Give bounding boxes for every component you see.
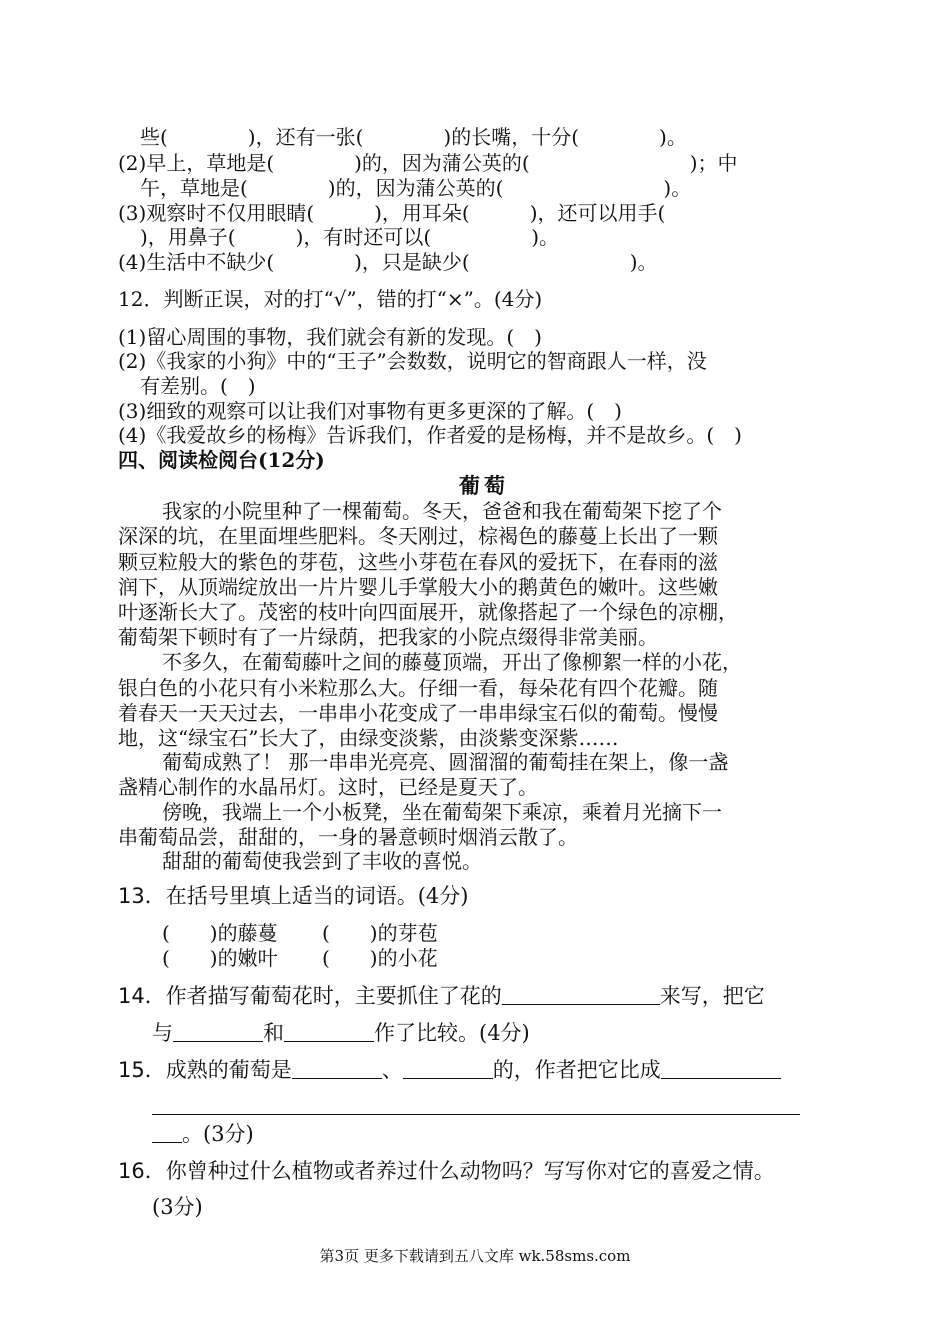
q15-text-3: 的，作者把它比成	[492, 1058, 661, 1082]
q12-item-2: (2)《我家的小狗》中的“王子”会数数，说明它的智商跟人一样，没	[118, 349, 707, 373]
q15-blank-1[interactable]	[292, 1078, 382, 1079]
q13-number: 13	[118, 884, 145, 908]
q14-number: 14	[118, 984, 145, 1008]
q13-blank-2: ( )的芽苞	[322, 921, 438, 945]
q15-line-3	[152, 1120, 254, 1148]
passage-p1-line-1: 我家的小院里种了一棵葡萄。冬天，爸爸和我在葡萄架下挖了个	[162, 499, 722, 523]
passage-p2-line-3: 着春天一天天过去，一串串小花变成了一串串绿宝石似的葡萄。慢慢	[118, 701, 718, 725]
q11-line-2: (2)早上，草地是( )的，因为蒲公英的( )；中	[118, 151, 738, 175]
q12-item-2-cont: 有差别。( )	[140, 374, 256, 398]
q15-blank-2[interactable]	[403, 1078, 493, 1079]
section-heading: 四、阅读检阅台(12分)	[118, 448, 325, 472]
q12-item-1: (1)留心周围的事物，我们就会有新的发现。( )	[118, 325, 542, 349]
q16-line-2: (3分)	[152, 1195, 203, 1219]
q15-text-1: ．成熟的葡萄是	[144, 1058, 292, 1082]
q14-text-3: 与	[152, 1021, 173, 1045]
q13-title	[118, 882, 468, 910]
q12-item-4: (4)《我爱故乡的杨梅》告诉我们，作者爱的是杨梅，并不是故乡。( )	[118, 423, 742, 447]
passage-p2-line-1: 不多久，在葡萄藤叶之间的藤蔓顶端，开出了像柳絮一样的小花，	[162, 650, 742, 674]
q13-blank-4: ( )的小花	[322, 946, 438, 970]
passage-p2-line-2: 银白色的小花只有小米粒那么大。仔细一看，每朵花有四个花瓣。随	[118, 676, 718, 700]
passage-p4-line-1: 傍晚，我端上一个小板凳，坐在葡萄架下乘凉，乘着月光摘下一	[162, 800, 722, 824]
passage-p1-line-5: 叶逐渐长大了。茂密的枝叶向四面展开，就像搭起了一个绿色的凉棚，	[118, 600, 738, 624]
q11-line-3: 午，草地是( )的，因为蒲公英的( )。	[140, 176, 692, 200]
q15-blank-3[interactable]	[661, 1078, 781, 1079]
q15-answer-line[interactable]	[152, 1114, 800, 1115]
q14-line-2	[152, 1019, 530, 1047]
q14-text-1: ．作者描写葡萄花时，主要抓住了花的	[144, 984, 502, 1008]
q14-blank-compare-1[interactable]	[173, 1041, 263, 1042]
q11-line-4: (3)观察时不仅用眼睛( )，用耳朵( )，还可以用手(	[118, 201, 666, 225]
q15-number: 15	[118, 1058, 145, 1082]
passage-p5: 甜甜的葡萄使我尝到了丰收的喜悦。	[162, 849, 482, 873]
passage-p1-line-4: 润下，从顶端绽放出一片片婴儿手掌般大小的鹅黄色的嫩叶。这些嫩	[118, 575, 718, 599]
passage-p4-line-2: 串葡萄品尝，甜甜的，一身的暑意顿时烟消云散了。	[118, 825, 578, 849]
q11-line-5: )，用鼻子( )，有时还可以( )。	[140, 225, 560, 249]
q14-text-4: 和	[263, 1021, 284, 1045]
q12-title: 12．判断正误，对的打“√”，错的打“×”。(4分)	[118, 287, 543, 311]
page-footer: 第3页 更多下载请到五八文库 wk.58sms.com	[319, 1247, 631, 1265]
q15-text-4: 。(3分)	[182, 1122, 254, 1146]
q13-blank-3: ( )的嫩叶	[162, 946, 278, 970]
passage-p1-line-2: 深深的坑，在里面埋些肥料。冬天刚过，棕褐色的藤蔓上长出了一颗	[118, 524, 718, 548]
q13-blank-1: ( )的藤蔓	[162, 921, 278, 945]
q16-text: ．你曾种过什么植物或者养过什么动物吗？写写你对它的喜爱之情。	[144, 1159, 775, 1183]
q12-item-3: (3)细致的观察可以让我们对事物有更多更深的了解。( )	[118, 399, 622, 423]
q14-text-2: 来写，把它	[659, 984, 765, 1008]
q14-blank-feature[interactable]	[502, 1004, 660, 1005]
q14-blank-compare-2[interactable]	[284, 1041, 374, 1042]
q15-text-2: 、	[381, 1058, 403, 1082]
passage-p1-line-3: 颗豆粒般大的紫色的芽苞，这些小芽苞在春风的爱抚下，在春雨的滋	[118, 550, 718, 574]
q11-line-6: (4)生活中不缺少( )，只是缺少( )。	[118, 250, 658, 274]
q13-text: ．在括号里填上适当的词语。(4分)	[144, 884, 469, 908]
passage-p2-line-4: 地，这“绿宝石”长大了，由绿变淡紫，由淡紫变深紫……	[118, 726, 619, 750]
q15-blank-4[interactable]	[152, 1142, 182, 1143]
passage-p3-line-1: 葡萄成熟了！ 那一串串光亮亮、圆溜溜的葡萄挂在架上，像一盏	[162, 750, 729, 774]
q11-line-1: 些( )，还有一张( )的长嘴，十分( )。	[140, 125, 687, 149]
passage-p3-line-2: 盏精心制作的水晶吊灯。这时，已经是夏天了。	[118, 775, 538, 799]
q16-line-1	[118, 1157, 775, 1185]
passage-p1-line-6: 葡萄架下顿时有了一片绿荫，把我家的小院点缀得非常美丽。	[118, 625, 658, 649]
q14-text-5: 作了比较。(4分)	[374, 1021, 530, 1045]
q16-number: 16	[118, 1159, 145, 1183]
passage-title: 葡萄	[459, 473, 509, 498]
q15-line-1	[118, 1056, 781, 1084]
q14-line-1	[118, 982, 765, 1010]
